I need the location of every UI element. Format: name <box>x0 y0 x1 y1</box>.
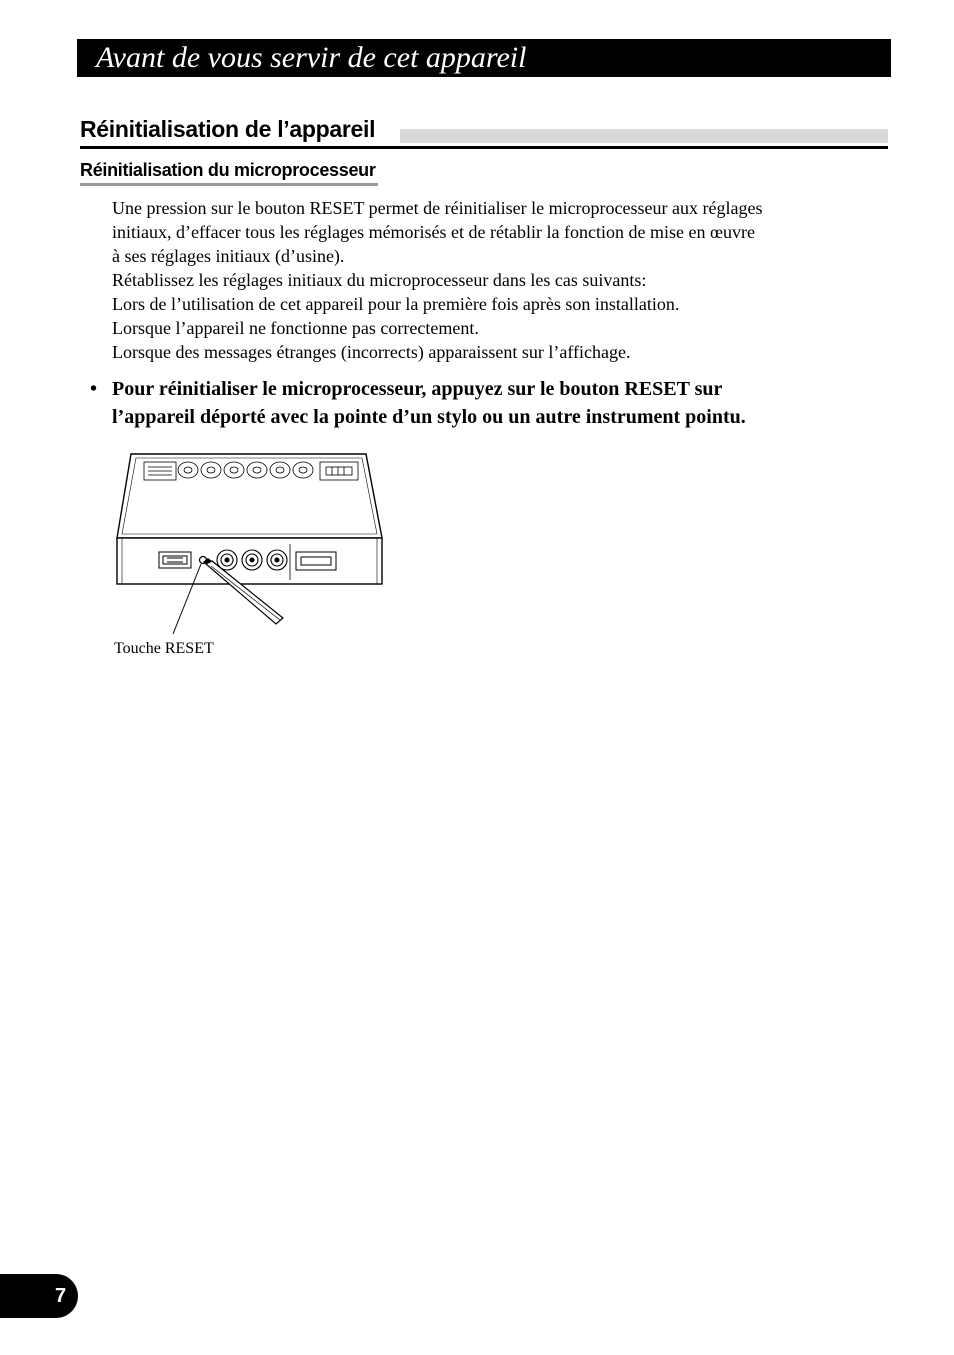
chapter-title: Avant de vous servir de cet appareil <box>96 41 527 74</box>
body-line: Rétablissez les réglages initiaux du microprocesseur dans les cas suivants: <box>112 270 647 290</box>
section-title: Réinitialisation de l’appareil <box>80 113 385 145</box>
reset-button-illustration <box>100 448 400 638</box>
body-line: Lorsque des messages étranges (incorrects) apparaissent sur l’affichage. <box>112 342 631 362</box>
body-line: initiaux, d’effacer tous les réglages mémorisés et de rétablir la fonction de mise en œuvre <box>112 222 755 242</box>
section-heading-shade <box>400 129 888 143</box>
remote-unit-drawing <box>100 448 400 638</box>
figure-caption: Touche RESET <box>114 640 214 657</box>
body-line: Lors de l’utilisation de cet appareil pour la première fois après son installation. <box>112 294 680 314</box>
instruction-bullet-item <box>90 375 880 431</box>
bullet-glyph: • <box>90 378 98 400</box>
body-line: Lorsque l’appareil ne fonctionne pas correctement. <box>112 318 479 338</box>
subsection-title: Réinitialisation du microprocesseur <box>80 157 378 186</box>
page-number: 7 <box>55 1285 67 1307</box>
page-number-tab <box>0 1274 78 1318</box>
body-line: à ses réglages initiaux (d’usine). <box>112 246 345 266</box>
body-line: Une pression sur le bouton RESET permet de réinitialiser le microprocesseur aux réglages <box>112 198 763 218</box>
instruction-line: l’appareil déporté avec la pointe d’un stylo ou un autre instrument pointu. <box>112 406 746 428</box>
instruction-line: Pour réinitialiser le microprocesseur, appuyez sur le bouton RESET sur <box>112 378 723 400</box>
section-heading <box>80 113 888 149</box>
chapter-title-bar <box>77 39 891 77</box>
section-heading-rule <box>80 146 888 149</box>
body-paragraph <box>112 196 872 364</box>
